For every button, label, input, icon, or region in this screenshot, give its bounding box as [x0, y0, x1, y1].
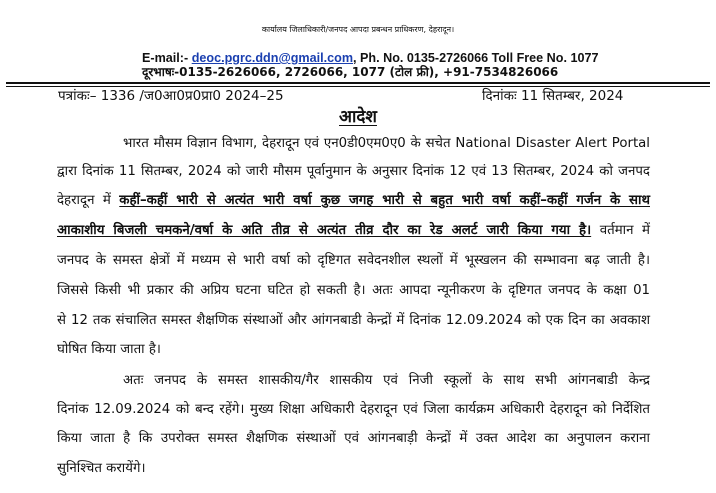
red-alert-text-1: कहीं–कहीं भारी से अत्यंत भारी वर्षा कुछ जगह भारी से बहुत भारी वर्षा कहीं–कहीं गर्जन के साथ — [119, 193, 650, 208]
para2-line3: किया जाता है कि उपरोक्त समस्त शैक्षणिक संस्थाओं एवं आंगनबाड़ी केन्द्रों में उक्त आदेश का अनुपालन कराना — [57, 431, 650, 446]
order-heading-text: आदेश — [339, 107, 377, 127]
para1-line3-prefix: देहरादून में — [57, 193, 120, 208]
para1-line3 — [57, 192, 650, 210]
email-link[interactable]: deoc.pgrc.ddn@gmail.com — [191, 51, 354, 65]
red-alert-text-2: आकाशीय बिजली चमकने/वर्षा के अति तीव्र से अत्यंत तीव्र दौर का रेड अलर्ट जारी किया गया है। — [57, 223, 592, 238]
para1-line8: घोषित किया जाता है। — [57, 342, 161, 357]
para1-line5: जनपद के समस्त क्षेत्रों में मध्यम से भारी वर्षा को दृष्टिगत सवेदनशील स्थलों में भूस्खलन की सम्भावना बढ़ जाती है। — [57, 253, 650, 268]
reference-number: पत्रांकः– 1336 /ज0आ0प्र0प्रा0 2024–25 — [58, 88, 284, 104]
header-divider — [6, 82, 710, 84]
contact-line-fax: दूरभाषः-0135-2626066, 2726066, 1077 (टोल फ्री), +91-7534826066 — [142, 65, 559, 79]
para1-line4 — [57, 222, 650, 240]
phone-text: , Ph. No. 0135-2726066 Toll Free No. 1077 — [353, 51, 599, 65]
order-heading — [0, 106, 716, 128]
email-label: E-mail:- — [142, 51, 189, 65]
para2-line1: अतः जनपद के समस्त शासकीय/गैर शासकीय एवं निजी स्कूलों के साथ सभी आंगनबाडी केन्द्र — [123, 373, 650, 388]
office-title: कार्यालय जिलाधिकारी/जनपद आपदा प्रबन्धन प्राधिकरण, देहरादून। — [261, 25, 455, 34]
para2-line4: सुनिश्चित करायेंगे। — [57, 461, 146, 476]
reference-date: दिनांकः 11 सितम्बर, 2024 — [482, 88, 624, 104]
para1-line6: जिससे किसी भी प्रकार की अप्रिय घटना घटित हो सकती है। अतः आपदा न्यूनीकरण के दृष्टिगत जनपद के कक्षा 01 — [57, 283, 650, 298]
para2-line2: दिनांक 12.09.2024 को बन्द रहेंगे। मुख्य शिक्षा अधिकारी देहरादून एवं जिला कार्यक्रम अधिकारी देहरादून को निर्देशित — [57, 402, 650, 417]
para1-line4-suffix: वर्तमान में — [591, 223, 650, 238]
para1-line1: भारत मौसम विज्ञान विभाग, देहरादून एवं एन0डी0एम0ए0 के सचेत National Disaster Alert Portal — [123, 136, 650, 151]
para1-line2: द्वारा दिनांक 11 सितम्बर, 2024 को जारी मौसम पूर्वानुमान के अनुसार दिनांक 12 एवं 13 सितम्बर, 2024 को जनपद — [57, 164, 650, 179]
para1-line7: से 12 तक संचालित समस्त शैक्षणिक संस्थाओं और आंगनबाडी केन्द्रों में दिनांक 12.09.2024 को एक दिन का अवकाश — [57, 313, 650, 328]
